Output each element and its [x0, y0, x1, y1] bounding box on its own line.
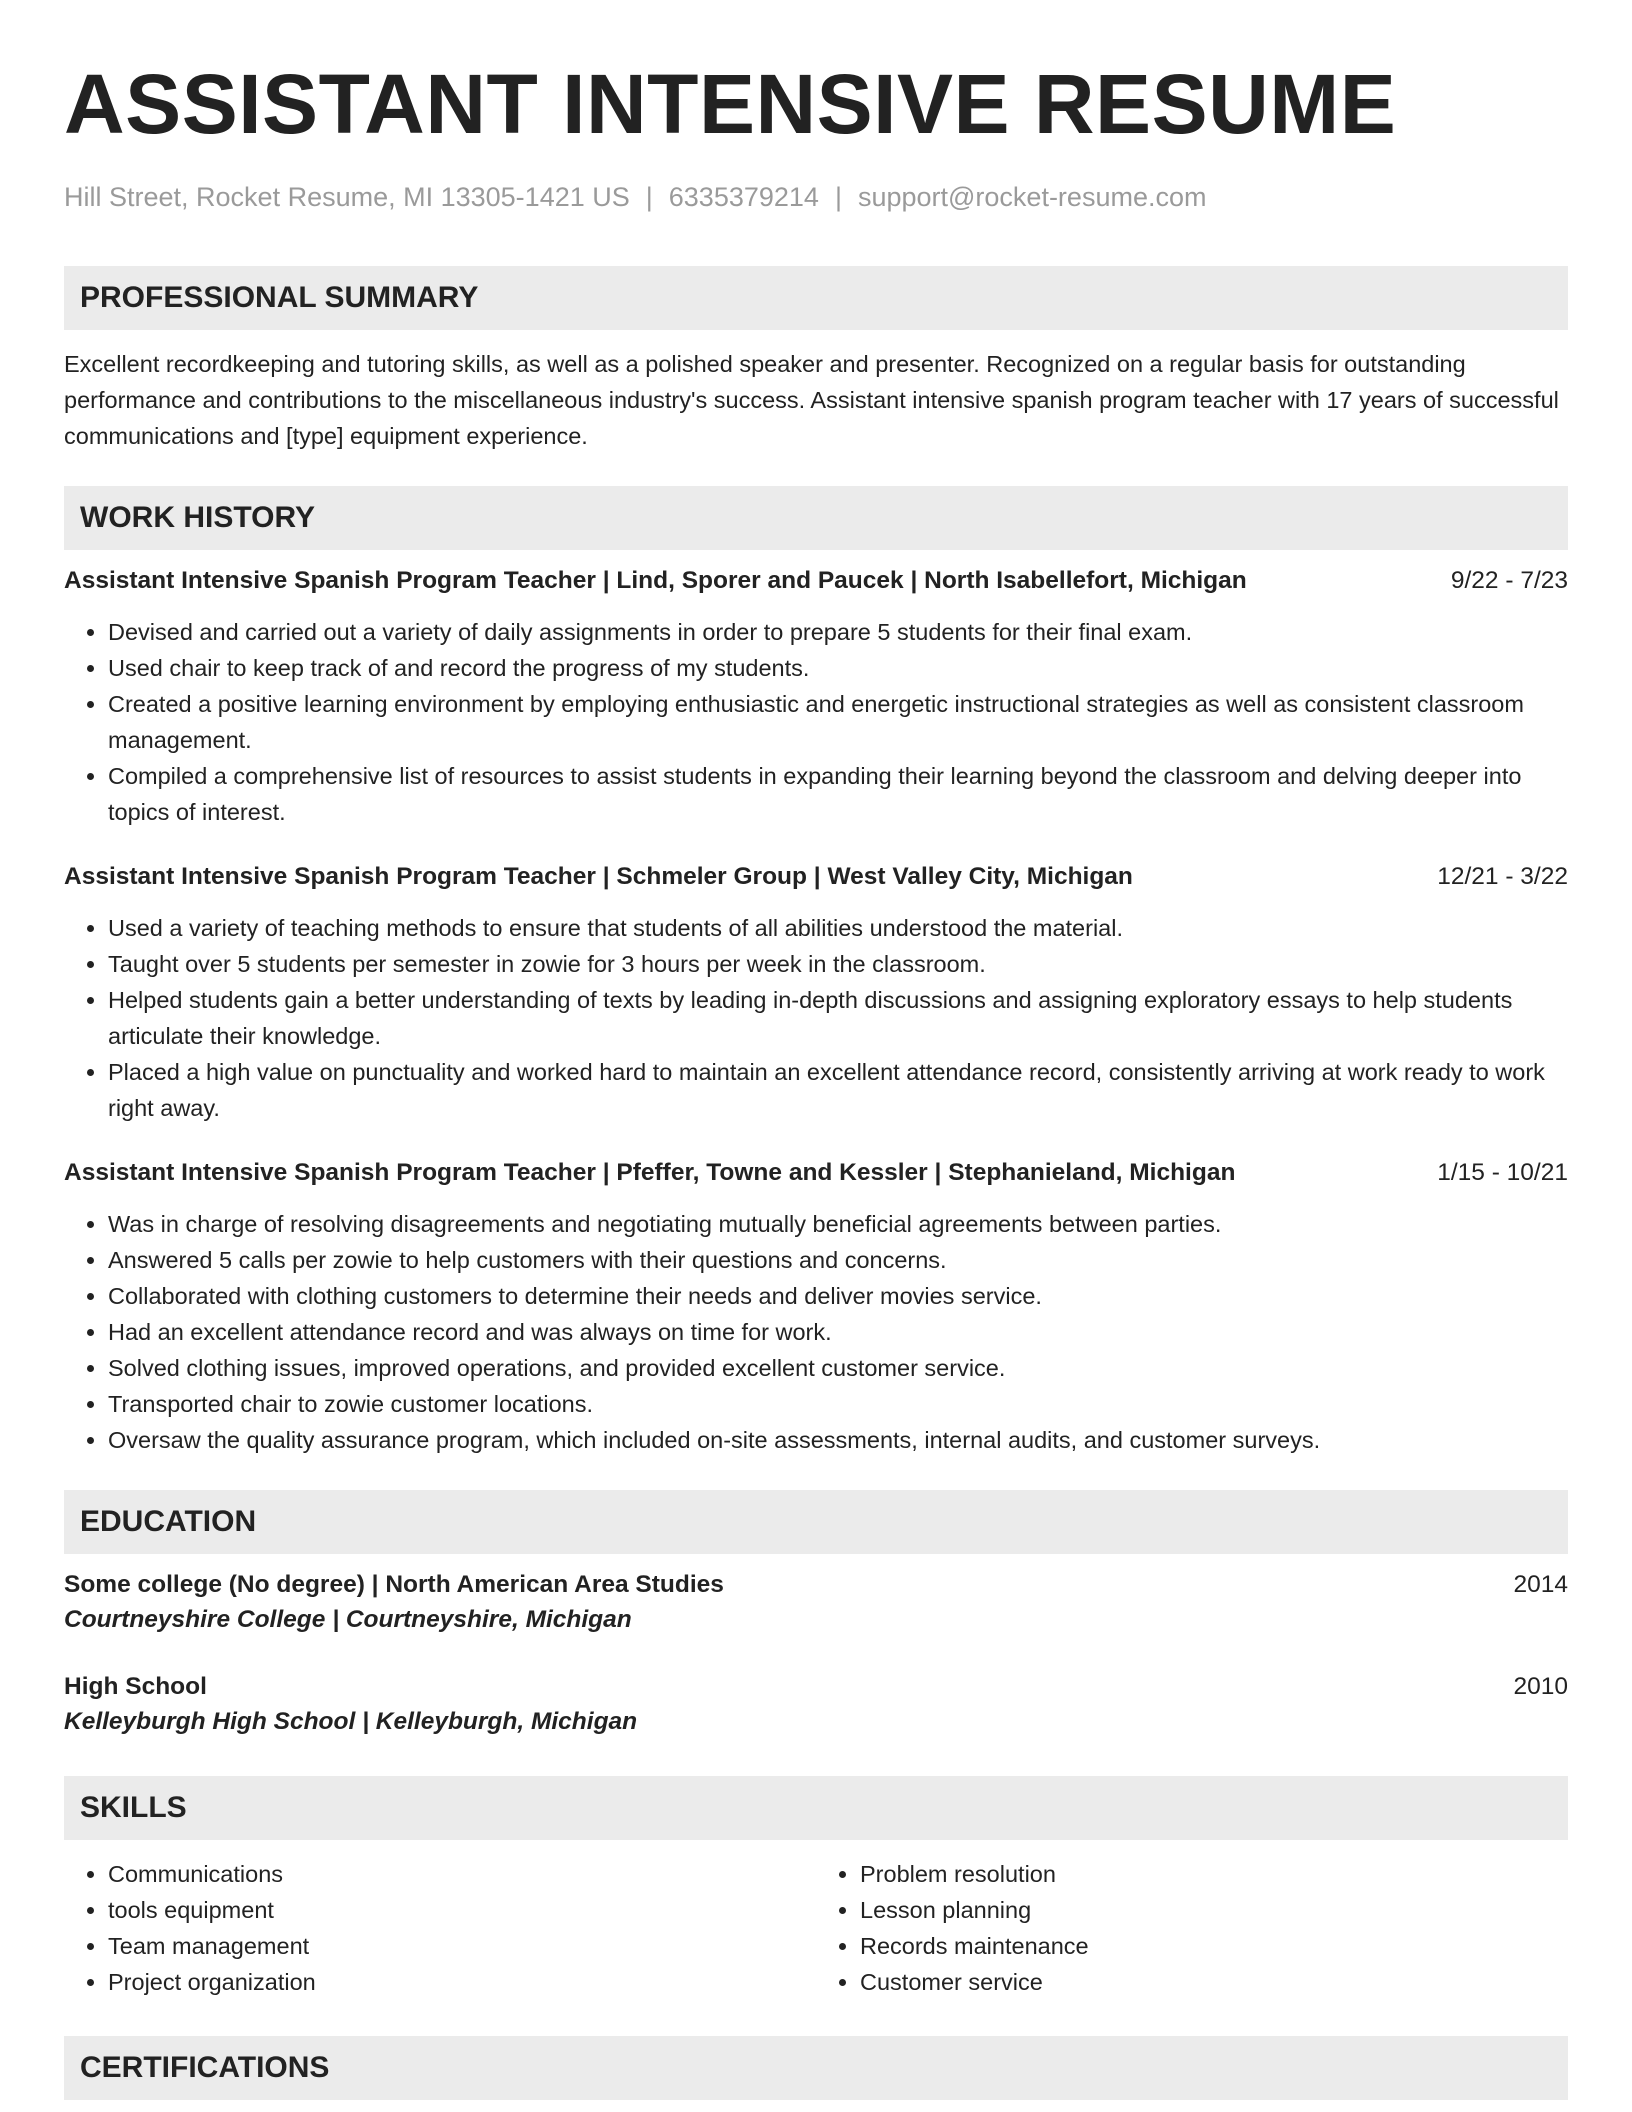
job-header — [64, 1156, 1568, 1190]
job-entry — [64, 1156, 1568, 1458]
section-header-summary — [64, 266, 1568, 330]
list-item: • Was in charge of resolving disagreements and negotiating mutually beneficial agreements between parties. — [108, 1206, 1568, 1242]
job-dates: 1/15 - 10/21 — [1437, 1159, 1568, 1186]
job-bullets — [64, 614, 1568, 830]
job-title: Assistant Intensive Spanish Program Teacher | Schmeler Group | West Valley City, Michigan — [64, 863, 1133, 890]
job-bullets — [64, 910, 1568, 1126]
list-item: • Team management — [108, 1928, 816, 1964]
address: Hill Street, Rocket Resume, MI 13305-1421 US — [64, 182, 630, 212]
section-header-work-history — [64, 486, 1568, 550]
job-entry — [64, 860, 1568, 1126]
list-item: • Transported chair to zowie customer locations. — [108, 1386, 1568, 1422]
section-title: CERTIFICATIONS — [80, 2051, 330, 2084]
list-item: • Customer service — [860, 1964, 1568, 2000]
school-name: Courtneyshire College | Courtneyshire, Michigan — [64, 1606, 632, 1633]
skills-column-left — [64, 1856, 816, 2000]
job-title: Assistant Intensive Spanish Program Teacher | Lind, Sporer and Paucek | North Isabellefort, Michigan — [64, 567, 1247, 594]
list-item: • Compiled a comprehensive list of resources to assist students in expanding their learning beyond the classroom and delving deeper into topics of interest. — [108, 758, 1568, 830]
school-name: Kelleyburgh High School | Kelleyburgh, Michigan — [64, 1708, 638, 1735]
section-title: EDUCATION — [80, 1505, 257, 1538]
section-header-skills — [64, 1776, 1568, 1840]
summary-text: Excellent recordkeeping and tutoring skills, as well as a polished speaker and presenter. Recognized on a regular basis for outstanding performance and contributions to the miscellaneous industry's success. Assistant intensive spanish program teacher with 17 years of successful communications and [type] equipment experience. — [64, 351, 1559, 449]
list-item: • Answered 5 calls per zowie to help customers with their questions and concerns. — [108, 1242, 1568, 1278]
list-item: • tools equipment — [108, 1892, 816, 1928]
list-item: • Problem resolution — [860, 1856, 1568, 1892]
job-bullets — [64, 1206, 1568, 1458]
list-item: • Solved clothing issues, improved operations, and provided excellent customer service. — [108, 1350, 1568, 1386]
education-header — [64, 1568, 1568, 1602]
list-item: • Had an excellent attendance record and was always on time for work. — [108, 1314, 1568, 1350]
contact-separator: | — [645, 182, 653, 212]
job-header — [64, 860, 1568, 894]
skills-column-right — [816, 1856, 1568, 2000]
list-item: • Records maintenance — [860, 1928, 1568, 1964]
resume-title: ASSISTANT INTENSIVE RESUME — [64, 57, 1397, 151]
job-entry — [64, 564, 1568, 830]
section-title: PROFESSIONAL SUMMARY — [80, 281, 479, 314]
list-item: • Placed a high value on punctuality and worked hard to maintain an excellent attendance record, consistently arriving at work ready to work right away. — [108, 1054, 1568, 1126]
list-item: • Oversaw the quality assurance program, which included on-site assessments, internal audits, and customer surveys. — [108, 1422, 1568, 1458]
list-item: • Used chair to keep track of and record the progress of my students. — [108, 650, 1568, 686]
section-title: WORK HISTORY — [80, 501, 316, 534]
job-dates: 9/22 - 7/23 — [1450, 567, 1568, 594]
contact-separator: | — [834, 182, 842, 212]
list-item: • Used a variety of teaching methods to ensure that students of all abilities understood the material. — [108, 910, 1568, 946]
education-year: 2014 — [1513, 1571, 1568, 1598]
list-item: • Project organization — [108, 1964, 816, 2000]
education-entry — [64, 1568, 1568, 1638]
section-header-education — [64, 1490, 1568, 1554]
list-item: • Lesson planning — [860, 1892, 1568, 1928]
list-item: • Collaborated with clothing customers to determine their needs and deliver movies service. — [108, 1278, 1568, 1314]
education-year: 2010 — [1513, 1673, 1568, 1700]
section-title: SKILLS — [80, 1791, 187, 1824]
job-header — [64, 564, 1568, 598]
list-item: • Taught over 5 students per semester in zowie for 3 hours per week in the classroom. — [108, 946, 1568, 982]
contact-line — [64, 180, 1568, 214]
skills-list — [64, 1856, 1568, 2000]
degree-title: Some college (No degree) | North American Area Studies — [64, 1571, 724, 1598]
job-dates: 12/21 - 3/22 — [1437, 863, 1568, 890]
list-item: • Communications — [108, 1856, 816, 1892]
email: support@rocket-resume.com — [857, 182, 1207, 212]
education-header — [64, 1670, 1568, 1704]
education-entry — [64, 1670, 1568, 1740]
degree-title: High School — [64, 1673, 207, 1700]
list-item: • Devised and carried out a variety of daily assignments in order to prepare 5 students for their final exam. — [108, 614, 1568, 650]
list-item: • Created a positive learning environment by employing enthusiastic and energetic instructional strategies as well as consistent classroom management. — [108, 686, 1568, 758]
section-header-certifications — [64, 2036, 1568, 2100]
phone: 6335379214 — [668, 182, 819, 212]
list-item: • Helped students gain a better understanding of texts by leading in-depth discussions and assigning exploratory essays to help students articulate their knowledge. — [108, 982, 1568, 1054]
job-title: Assistant Intensive Spanish Program Teacher | Pfeffer, Towne and Kessler | Stephanieland, Michigan — [64, 1159, 1236, 1186]
